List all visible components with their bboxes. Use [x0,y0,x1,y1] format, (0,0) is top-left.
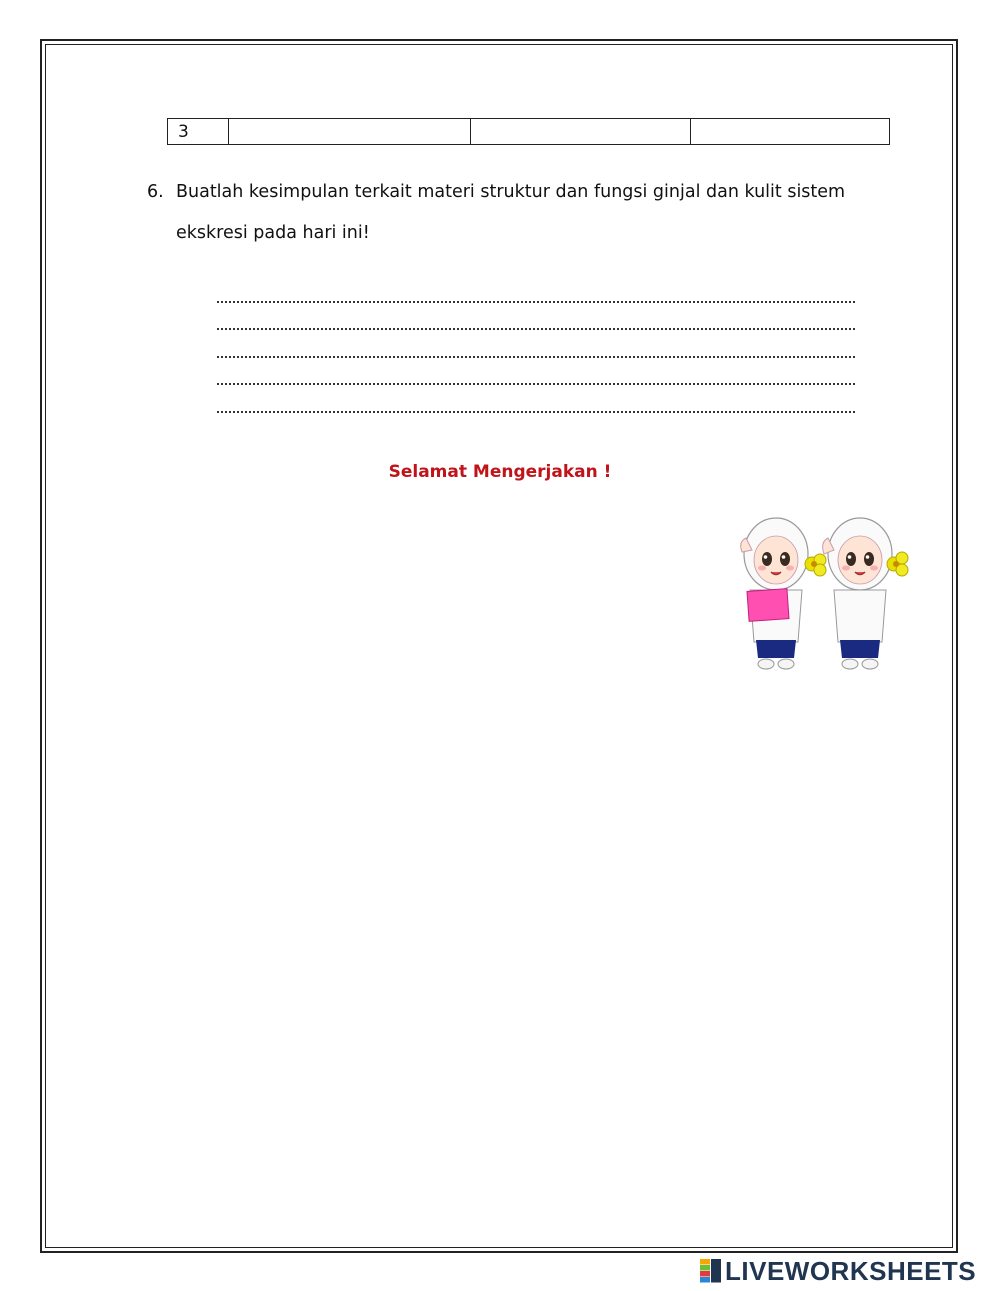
question-text: Buatlah kesimpulan terkait materi struktur dan fungsi ginjal dan kulit sistem ekskresi pada hari ini! [176,182,846,243]
answer-line[interactable] [217,330,855,358]
table-row [168,119,890,145]
liveworksheets-logo-icon [700,1259,722,1283]
answer-line[interactable] [217,358,855,386]
table-cell-number: 3 [168,119,229,145]
liveworksheets-logo [700,1257,976,1285]
question-number: 6. [147,182,164,202]
greeting-text: Selamat Mengerjakan ! [388,462,612,482]
table-cell-answer[interactable] [691,119,890,145]
answer-table [167,118,890,145]
table-cell-answer[interactable] [229,119,471,145]
answer-line[interactable] [217,385,855,413]
answer-line[interactable] [217,275,855,303]
answer-line[interactable] [217,303,855,331]
question-6 [147,172,887,254]
answer-area[interactable] [217,275,857,413]
table-cell-answer[interactable] [471,119,691,145]
liveworksheets-logo-text: LIVEWORKSHEETS [725,1255,977,1286]
two-hijab-girls-illustration [738,512,920,674]
